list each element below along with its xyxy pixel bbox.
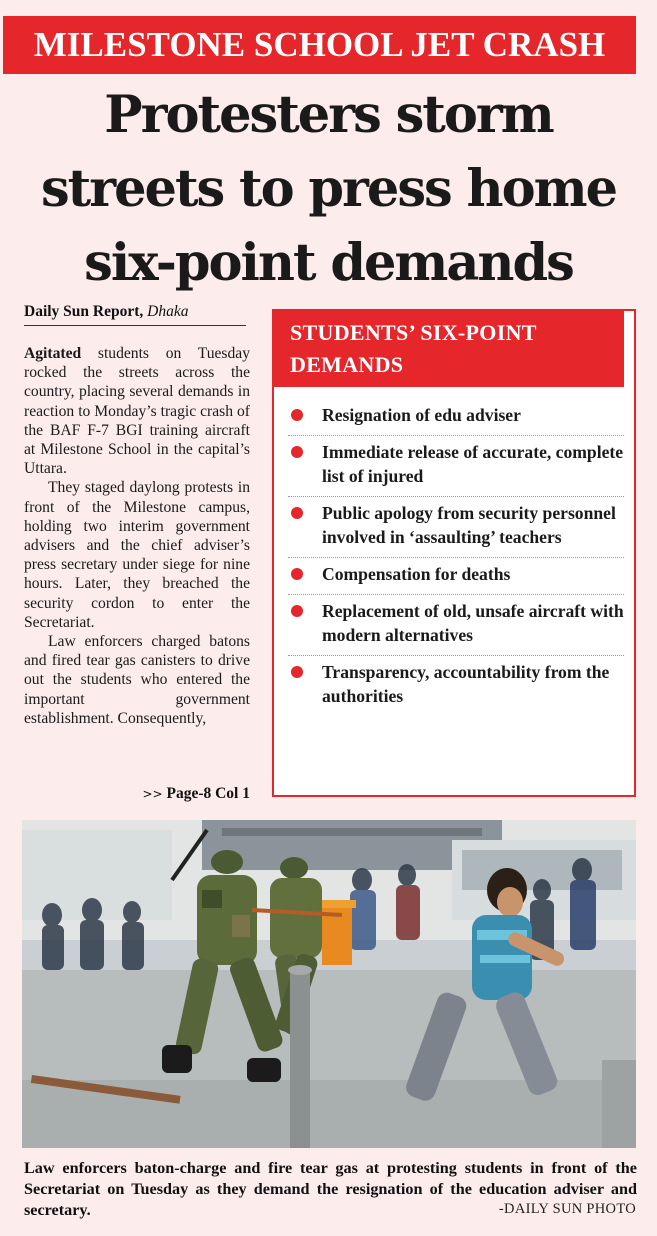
news-photo: [22, 820, 636, 1148]
headline-line-2: streets to press home: [40, 159, 617, 219]
headline-line-3: six-point demands: [84, 233, 573, 293]
article-body: [24, 344, 250, 728]
list-item: [288, 595, 624, 656]
bullet-icon: [291, 568, 303, 580]
section-kicker: MILESTONE SCHOOL JET CRASH: [3, 16, 636, 74]
list-item: [288, 399, 624, 436]
bullet-icon: [291, 409, 303, 421]
demands-title-line-2: DEMANDS: [290, 352, 404, 377]
demand-text: Resignation of edu adviser: [322, 405, 521, 425]
bullet-icon: [291, 666, 303, 678]
article-lead-word: Agitated: [24, 345, 82, 362]
demands-title-line-1: STUDENTS’ SIX-POINT: [290, 320, 537, 345]
demand-text: Immediate release of accurate, complete list of injured: [322, 442, 624, 486]
list-item: [288, 656, 624, 716]
article-p1-text: students on Tuesday rocked the streets across the country, placing several demands in reaction to Monday’s tragic crash of the BAF F-7 BGI training aircraft at Milestone School in the capital’s Uttara.: [24, 345, 250, 478]
continued-jump-link[interactable]: [24, 785, 250, 803]
demands-list: [288, 399, 624, 716]
list-item: [288, 558, 624, 595]
photo-caption: Law enforcers baton-charge and fire tear gas at protesting students in front of the Secretariat on Tuesday as they demand the resignation of the education adviser and secretary.: [24, 1159, 637, 1219]
byline-source: Daily Sun Report,: [24, 303, 144, 320]
jump-arrows: >>: [142, 787, 163, 801]
byline: [24, 303, 246, 326]
list-item: [288, 497, 624, 558]
photo-credit: -DAILY SUN PHOTO: [498, 1201, 636, 1217]
byline-place: Dhaka: [147, 303, 189, 320]
jump-label: Page-8 Col 1: [166, 785, 250, 802]
article-paragraph: They staged daylong protests in front of the Milestone campus, holding two interim government advisers and the chief adviser’s press secretary under siege for nine hours. Later, they breached the security cordon to enter the Secretariat.: [24, 479, 250, 631]
bullet-icon: [291, 507, 303, 519]
demand-text: Compensation for deaths: [322, 564, 511, 584]
headline-line-1: Protesters storm: [104, 85, 553, 145]
demand-text: Transparency, accountability from the authorities: [322, 662, 610, 706]
demands-box-title: [274, 311, 624, 387]
demand-text: Replacement of old, unsafe aircraft with modern alternatives: [322, 601, 624, 645]
headline: [0, 78, 657, 300]
article-paragraph: Law enforcers charged batons and fired tear gas canisters to drive out the students who entered the important government establishment. Consequently,: [24, 633, 250, 727]
demands-box: [272, 309, 636, 797]
bullet-icon: [291, 605, 303, 617]
demand-text: Public apology from security personnel involved in ‘assaulting’ teachers: [322, 503, 616, 547]
protest-scene-illustration: [22, 820, 636, 1148]
bullet-icon: [291, 446, 303, 458]
article-paragraph: [24, 344, 250, 478]
list-item: [288, 436, 624, 497]
